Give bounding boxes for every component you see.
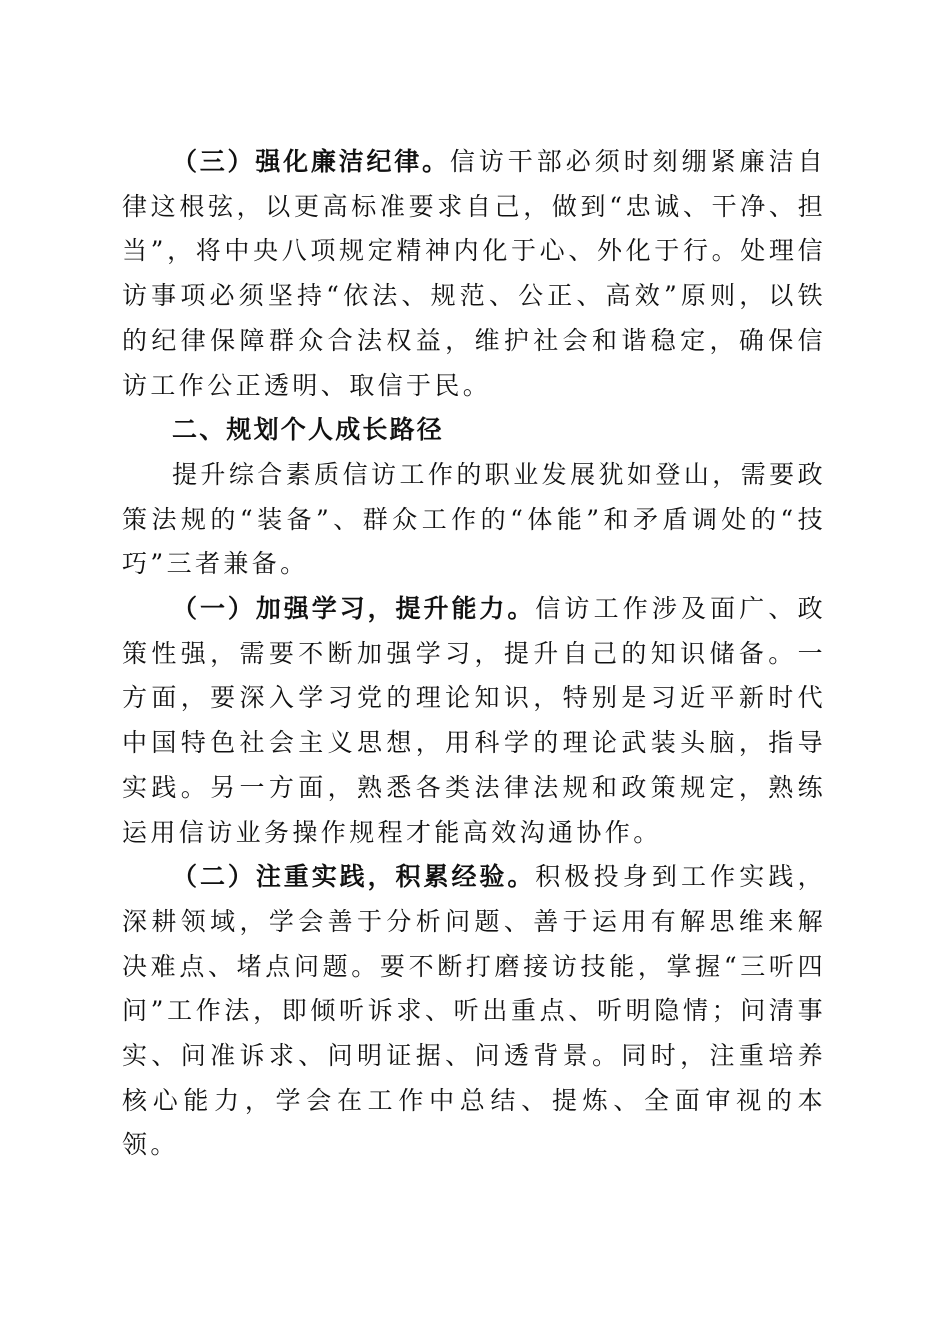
- paragraph-lead: （三）强化廉洁纪律。: [172, 147, 450, 176]
- paragraph-body: 信访工作涉及面广、政策性强，需要不断加强学习，提升自己的知识储备。一方面，要深入学习党的理论知识，特别是习近平新时代中国特色社会主义思想，用科学的理论武装头脑，指导实践。另一方面，熟悉各类法律法规和政策规定，熟练运用信访业务操作规程才能高效沟通协作。: [122, 594, 826, 847]
- section-heading: 二、规划个人成长路径: [172, 415, 445, 445]
- document-page: [122, 140, 826, 1168]
- paragraph-discipline: [122, 140, 826, 408]
- paragraph-study: [122, 587, 826, 855]
- paragraph-body: 积极投身到工作实践，深耕领域，学会善于分析问题、善于运用有解思维来解决难点、堵点问题。要不断打磨接访技能，掌握“三听四问”工作法，即倾听诉求、听出重点、听明隐情；问清事实、问准诉求、问明证据、问透背景。同时，注重培养核心能力，学会在工作中总结、提炼、全面审视的本领。: [122, 862, 826, 1160]
- paragraph-lead: （一）加强学习，提升能力。: [172, 594, 536, 624]
- paragraph-body: 信访干部必须时刻绷紧廉洁自律这根弦，以更高标准要求自己，做到“忠诚、干净、担当”，将中央八项规定精神内化于心、外化于行。处理信访事项必须坚持“依法、规范、公正、高效”原则，以铁的纪律保障群众合法权益，维护社会和谐稳定，确保信访工作公正透明、取信于民。: [122, 147, 826, 400]
- paragraph-lead: （二）注重实践，积累经验。: [172, 862, 536, 892]
- paragraph-practice: [122, 855, 826, 1168]
- paragraph-body: 提升综合素质信访工作的职业发展犹如登山，需要政策法规的“装备”、群众工作的“体能”和矛盾调处的“技巧”三者兼备。: [122, 459, 826, 579]
- paragraph-intro: [122, 453, 826, 587]
